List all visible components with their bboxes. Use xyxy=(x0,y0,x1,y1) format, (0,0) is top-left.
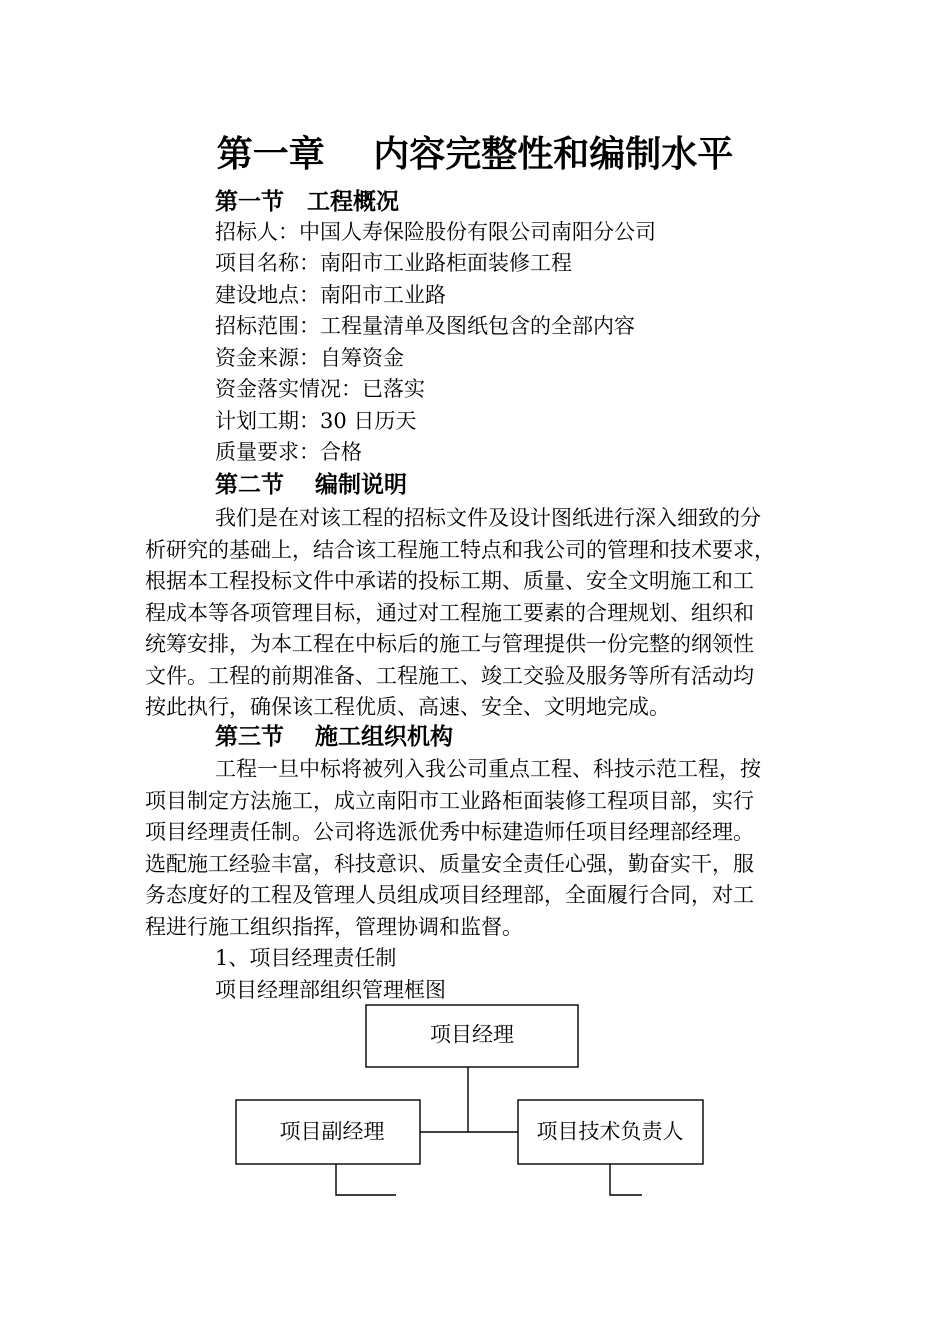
paragraph-line: 根据本工程投标文件中承诺的投标工期、质量、安全文明施工和工 xyxy=(145,569,754,593)
info-quality: 质量要求：合格 xyxy=(215,440,362,464)
paragraph-line: 析研究的基础上，结合该工程施工特点和我公司的管理和技术要求， xyxy=(145,538,775,562)
paragraph-line: 项目经理责任制。公司将选派优秀中标建造师任项目经理部经理。 xyxy=(145,820,754,844)
info-funding-status: 资金落实情况：已落实 xyxy=(215,377,425,401)
paragraph-line: 程进行施工组织指挥，管理协调和监督。 xyxy=(145,915,523,939)
paragraph-line: 文件。工程的前期准备、工程施工、竣工交验及服务等所有活动均 xyxy=(145,664,754,688)
subheading: 1、项目经理责任制 xyxy=(215,946,397,970)
chapter-title: 第一章 内容完整性和编制水平 xyxy=(216,134,734,175)
paragraph-line: 项目制定方法施工，成立南阳市工业路柜面装修工程项目部，实行 xyxy=(145,789,754,813)
paragraph-line: 务态度好的工程及管理人员组成项目经理部，全面履行合同，对工 xyxy=(145,883,754,907)
section-title-notes: 第二节 编制说明 xyxy=(215,472,408,498)
info-location: 建设地点：南阳市工业路 xyxy=(215,283,446,307)
section-title-overview: 第一节 工程概况 xyxy=(215,189,399,215)
paragraph-line: 程成本等各项管理目标，通过对工程施工要素的合理规划、组织和 xyxy=(145,601,754,625)
info-project-name: 项目名称：南阳市工业路柜面装修工程 xyxy=(215,251,572,275)
paragraph-line: 工程一旦中标将被列入我公司重点工程、科技示范工程，按 xyxy=(215,757,761,781)
chart-caption: 项目经理部组织管理框图 xyxy=(215,978,446,1002)
paragraph-line: 按此执行，确保该工程优质、高速、安全、文明地完成。 xyxy=(145,695,670,719)
paragraph-line: 选配施工经验丰富，科技意识、质量安全责任心强，勤奋实干，服 xyxy=(145,852,754,876)
org-box-top xyxy=(366,1005,578,1067)
org-box-right xyxy=(518,1100,703,1164)
org-label-deputy-manager: 项目副经理 xyxy=(279,1119,385,1144)
org-label-technical-lead: 项目技术负责人 xyxy=(536,1119,684,1144)
section-title-organization: 第三节 施工组织机构 xyxy=(215,724,454,750)
info-schedule: 计划工期：30 日历天 xyxy=(215,409,417,433)
info-scope: 招标范围：工程量清单及图纸包含的全部内容 xyxy=(215,314,635,338)
org-box-left xyxy=(236,1100,420,1164)
info-tenderer: 招标人：中国人寿保险股份有限公司南阳分公司 xyxy=(215,220,656,244)
org-label-project-manager: 项目经理 xyxy=(430,1022,514,1047)
info-funding-source: 资金来源：自筹资金 xyxy=(215,346,404,370)
paragraph-line: 统筹安排，为本工程在中标后的施工与管理提供一份完整的纲领性 xyxy=(145,632,754,656)
paragraph-line: 我们是在对该工程的招标文件及设计图纸进行深入细致的分 xyxy=(215,506,761,530)
